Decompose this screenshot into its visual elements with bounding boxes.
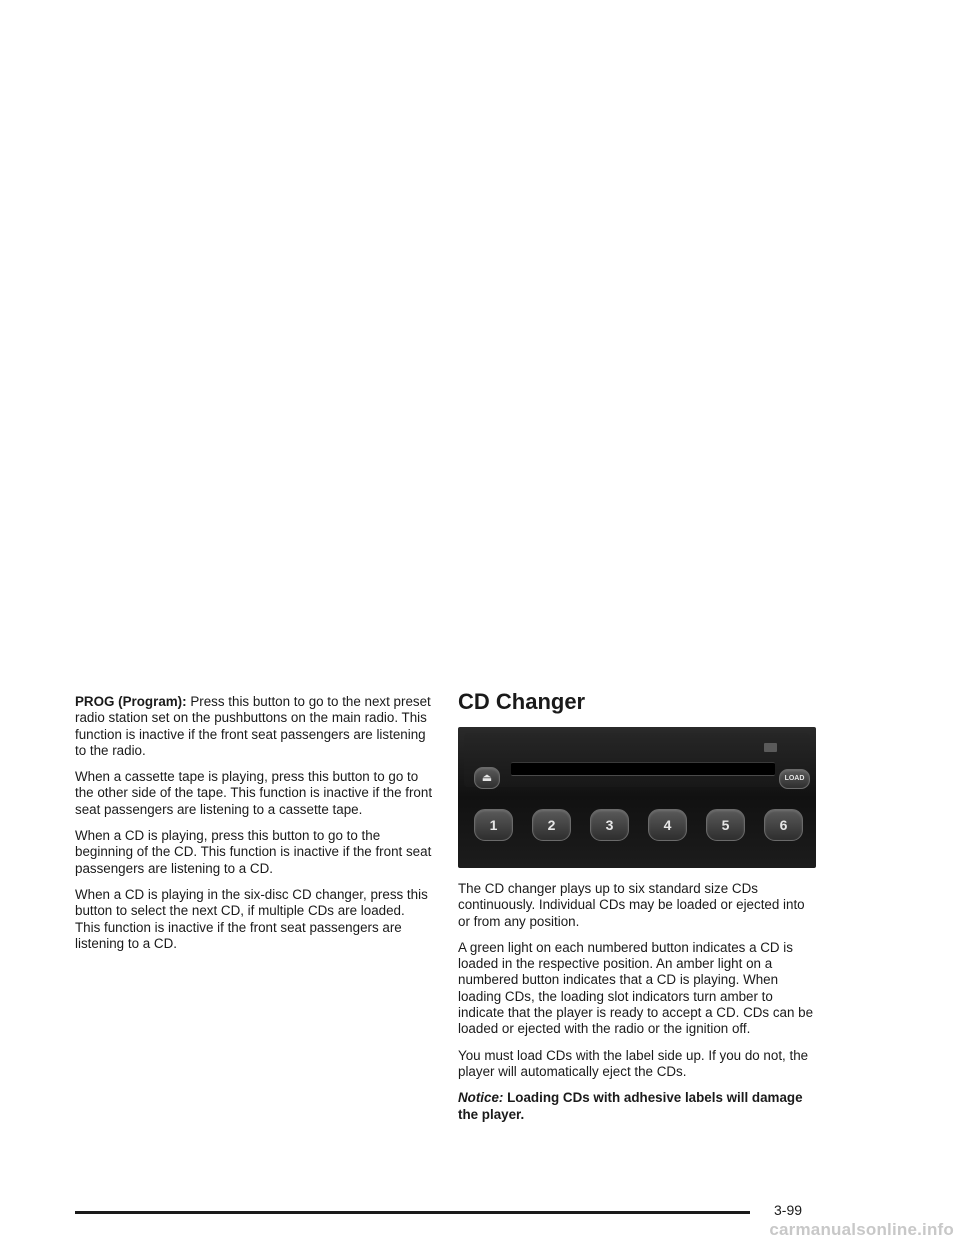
- right-column: [458, 881, 820, 1133]
- numbered-buttons-row: [474, 809, 804, 851]
- disc-button-5: 5: [706, 809, 745, 841]
- eject-button: ⏏: [474, 767, 500, 789]
- disc-button-2: 2: [532, 809, 571, 841]
- load-button: LOAD: [779, 769, 810, 789]
- disc-button-3: 3: [590, 809, 629, 841]
- changer-intro-paragraph: The CD changer plays up to six standard size CDs continuously. Individual CDs may be loaded or ejected into or from any position.: [458, 881, 805, 929]
- prog-paragraph: [75, 694, 433, 759]
- six-disc-paragraph: When a CD is playing in the six-disc CD changer, press this button to select the next CD, if multiple CDs are loaded. This function is inactive if the front seat passengers are listening to a CD.: [75, 886, 428, 951]
- notice-paragraph: [458, 1090, 820, 1123]
- cd-paragraph: When a CD is playing, press this button to go to the beginning of the CD. This function is inactive if the front seat passengers are listening to a CD.: [75, 828, 432, 876]
- label-side-paragraph: You must load CDs with the label side up. If you do not, the player will automatically eject the CDs.: [458, 1047, 809, 1079]
- disc-button-6: 6: [764, 809, 803, 841]
- cd-loading-slot: [511, 762, 775, 776]
- section-heading: CD Changer: [458, 689, 586, 714]
- left-column: [75, 694, 433, 962]
- cd-changer-illustration: [458, 727, 816, 868]
- lights-paragraph: A green light on each numbered button indicates a CD is loaded in the respective position. An amber light on a numbered button indicates that a CD is playing. When loading CDs, the loading slot indicators turn amber to indicate that the player is ready to accept a CD. CDs can be loaded or ejected with the radio or the ignition off.: [458, 939, 814, 1037]
- footer-rule: [75, 1211, 750, 1214]
- cd-faceplate: [464, 733, 810, 787]
- page-number: 3-99: [774, 1202, 803, 1218]
- disc-button-4: 4: [648, 809, 687, 841]
- watermark: carmanualsonline.info: [769, 1220, 954, 1239]
- slot-indicator-icon: [764, 743, 777, 752]
- disc-button-1: 1: [474, 809, 513, 841]
- cassette-paragraph: When a cassette tape is playing, press this button to go to the other side of the tape. This function is inactive if the front seat passengers are listening to a cassette tape.: [75, 769, 433, 817]
- prog-label: PROG (Program):: [75, 694, 187, 709]
- notice-label: Notice:: [458, 1090, 504, 1106]
- notice-text: Loading CDs with adhesive labels will damage the player.: [458, 1090, 803, 1122]
- prog-text: Press this button to go to the next preset radio station set on the pushbuttons on the main radio. This function is inactive if the front seat passengers are listening to the radio.: [75, 694, 431, 758]
